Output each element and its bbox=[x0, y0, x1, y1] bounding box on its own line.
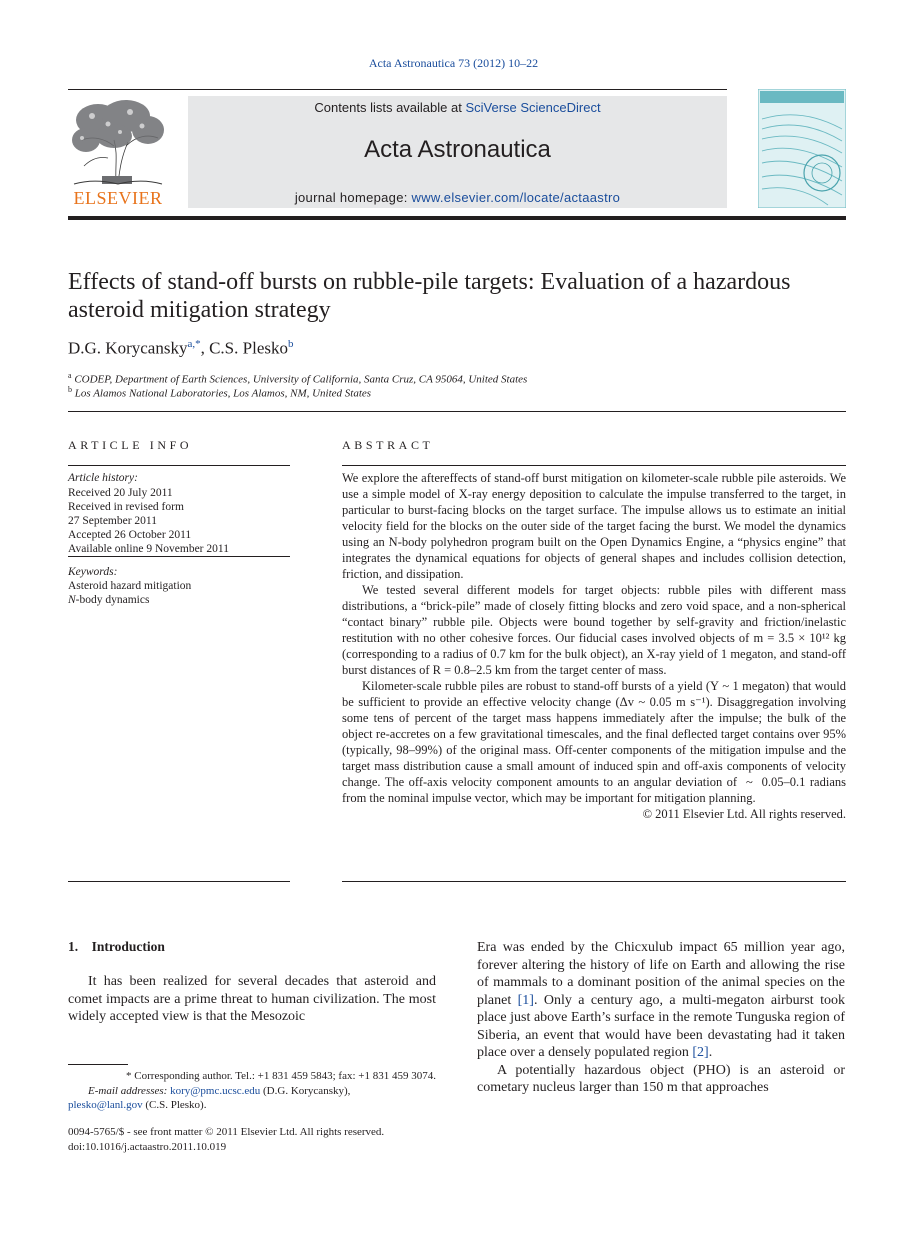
elsevier-logo[interactable] bbox=[68, 96, 168, 211]
intro-text-b: . Only a century ago, a multi-megaton airburst took place just above Earth’s surface in the remote Tunguska region of Siberia, an event that would have been devastating had it taken place over a densely populated region bbox=[477, 992, 845, 1060]
author-plesko: C.S. Plesko bbox=[209, 338, 288, 358]
accepted-date: Accepted 26 October 2011 bbox=[68, 529, 192, 541]
keyword-2 bbox=[68, 593, 149, 607]
keywords-label: Keywords: bbox=[68, 566, 118, 578]
contents-line bbox=[188, 100, 727, 115]
divider bbox=[68, 411, 846, 412]
abstract-paragraph-2: We tested several different models for target objects: rubble piles with different mass distributions, a “brick-pile” made of closely fitting blocks and zero void space, and a non-spherical “contact binary” rubble pile. Objects were bound together by self-gravity and friction/inelastic restitution with no other cohesive forces. Our fiducial cases involved objects of m = 3.5 × 10¹² kg (corresponding to a radius of 0.7 km for the bulk object), an X-ray yield of 1 megaton, and stand-off burst distances of R = 0.8–2.5 km from the target center of mass. bbox=[342, 583, 846, 677]
affiliation-a-text: CODEP, Department of Earth Sciences, University of California, Santa Cruz, CA 95064, United States bbox=[74, 373, 528, 386]
revised-date: 27 September 2011 bbox=[68, 515, 158, 527]
section-heading-introduction: 1. Introduction bbox=[68, 939, 165, 954]
journal-name: Acta Astronautica bbox=[364, 136, 551, 163]
abstract-paragraph-1: We explore the aftereffects of stand-off burst mitigation on kilometer-scale rubble pile asteroids. We use a simple model of X-ray energy deposition to calculate the impulse transferred to the target, in particular to burst-facing blocks on the target surface. The impulse allows us to estimate an initial velocity field for the blocks on the outer side of the target facing the burst. We model the dynamics using an N-body polyhedron program built on the Open Dynamics Engine, a “physics engine” that integrates the dynamical equations for objects of general shapes and includes collision detection, friction, and dissipation. bbox=[342, 471, 846, 581]
email-link-korycansky[interactable]: kory@pmc.ucsc.edu bbox=[170, 1084, 261, 1097]
homepage-link[interactable]: www.elsevier.com/locate/actaastro bbox=[411, 190, 621, 205]
author-list bbox=[68, 338, 293, 359]
journal-cover-thumbnail[interactable] bbox=[758, 89, 846, 208]
front-matter-copyright: 0094-5765/$ - see front matter © 2011 Elsevier Ltd. All rights reserved. bbox=[68, 1126, 385, 1138]
intro-paragraph-left: It has been realized for several decades that asteroid and comet impacts are a prime threat to human civilization. The most widely accepted view is that the Mesozoic bbox=[68, 974, 436, 1024]
corresponding-author-footnote bbox=[68, 1069, 436, 1113]
abstract-paragraph-3: Kilometer-scale rubble piles are robust to stand-off bursts of a yield (Y ~ 1 megaton) that would be sufficient to provide an effective velocity change (Δv ~ 0.05 m s⁻¹). Disaggregation involving some tens of percent of the target mass happens immediately after the impulse; the bulk of the object re-accretes on a few gravitational timescales, and the final deflected target contains over 95% (typically, 98–99%) of the original mass. Off-center components of the mitigation impulse and the target mass distribution cause a small amount of induced spin and off-axis components of velocity change. The off-axis velocity component amounts to an angular deviation of ~ 0.05–0.1 radians from the nominal impulse vector, which may be important for mitigation planning. bbox=[342, 679, 846, 805]
contents-prefix: Contents lists available at bbox=[314, 100, 466, 115]
divider bbox=[68, 556, 290, 557]
intro-text-a: Era was ended by the Chicxulub impact 65 million year ago, forever altering the history of life on Earth and allowing the rise of mammals to a dominant position of the animal species on the planet bbox=[477, 940, 845, 1008]
intro-paragraph-1 bbox=[477, 939, 845, 1062]
copyright-notice: © 2011 Elsevier Ltd. All rights reserved. bbox=[642, 807, 846, 821]
divider bbox=[68, 465, 290, 466]
email-name-korycansky: (D.G. Korycansky), bbox=[260, 1084, 351, 1097]
reference-1-link[interactable]: [1] bbox=[517, 992, 534, 1008]
masthead-rule bbox=[68, 89, 727, 90]
affiliation-b-text: Los Alamos National Laboratories, Los Alamos, NM, United States bbox=[74, 387, 372, 400]
keyword-1: Asteroid hazard mitigation bbox=[68, 580, 192, 592]
homepage-prefix: journal homepage: bbox=[294, 190, 412, 205]
email-name-plesko: (C.S. Plesko). bbox=[142, 1099, 207, 1111]
divider bbox=[342, 881, 846, 882]
journal-cover-icon bbox=[758, 89, 846, 208]
affiliation-a bbox=[68, 371, 527, 386]
email-label: E-mail addresses: bbox=[88, 1084, 171, 1097]
divider bbox=[342, 465, 846, 466]
reference-2-link[interactable]: [2] bbox=[692, 1045, 709, 1060]
intro-text-c: . bbox=[708, 1045, 713, 1060]
masthead-thick-rule bbox=[68, 216, 846, 220]
keyword-2-rest: -body dynamics bbox=[75, 594, 150, 606]
affiliation-a-mark: a bbox=[68, 371, 72, 380]
online-date: Available online 9 November 2011 bbox=[68, 543, 229, 555]
author-korycansky-marks[interactable]: a,* bbox=[187, 338, 201, 350]
received-date: Received 20 July 2011 bbox=[68, 487, 173, 499]
divider bbox=[68, 881, 290, 882]
intro-paragraph-2: A potentially hazardous object (PHO) is an asteroid or cometary nucleus larger than 150 m that approaches bbox=[477, 1062, 845, 1095]
author-plesko-marks[interactable]: b bbox=[287, 338, 294, 350]
revised-label: Received in revised form bbox=[68, 501, 184, 513]
front-matter bbox=[68, 1125, 384, 1154]
keyword-2-italic: N bbox=[68, 594, 76, 606]
author-separator: , bbox=[200, 338, 210, 358]
article-history-label: Article history: bbox=[68, 472, 138, 484]
sciencedirect-link[interactable]: SciVerse ScienceDirect bbox=[465, 100, 601, 115]
email-link-plesko[interactable]: plesko@lanl.gov bbox=[68, 1099, 143, 1111]
homepage-line bbox=[188, 190, 727, 205]
journal-citation[interactable]: Acta Astronautica 73 (2012) 10–22 bbox=[368, 56, 539, 70]
elsevier-wordmark: ELSEVIER bbox=[73, 188, 163, 208]
affiliation-b-mark: b bbox=[68, 385, 72, 394]
journal-banner bbox=[188, 96, 727, 208]
abstract-text bbox=[342, 470, 846, 822]
footnote-rule bbox=[68, 1064, 128, 1065]
article-info-heading: ARTICLE INFO bbox=[68, 438, 193, 452]
author-korycansky: D.G. Korycansky bbox=[68, 338, 188, 358]
corresponding-author-line: * Corresponding author. Tel.: +1 831 459 5843; fax: +1 831 459 3074. bbox=[126, 1070, 436, 1082]
doi-link[interactable]: doi:10.1016/j.actaastro.2011.10.019 bbox=[68, 1140, 227, 1153]
affiliation-b bbox=[68, 385, 371, 400]
article-title: Effects of stand-off bursts on rubble-pile targets: Evaluation of a hazardous asteroid mitigation strategy bbox=[68, 269, 791, 323]
abstract-heading: ABSTRACT bbox=[342, 438, 434, 452]
intro-column-right bbox=[477, 939, 845, 1097]
